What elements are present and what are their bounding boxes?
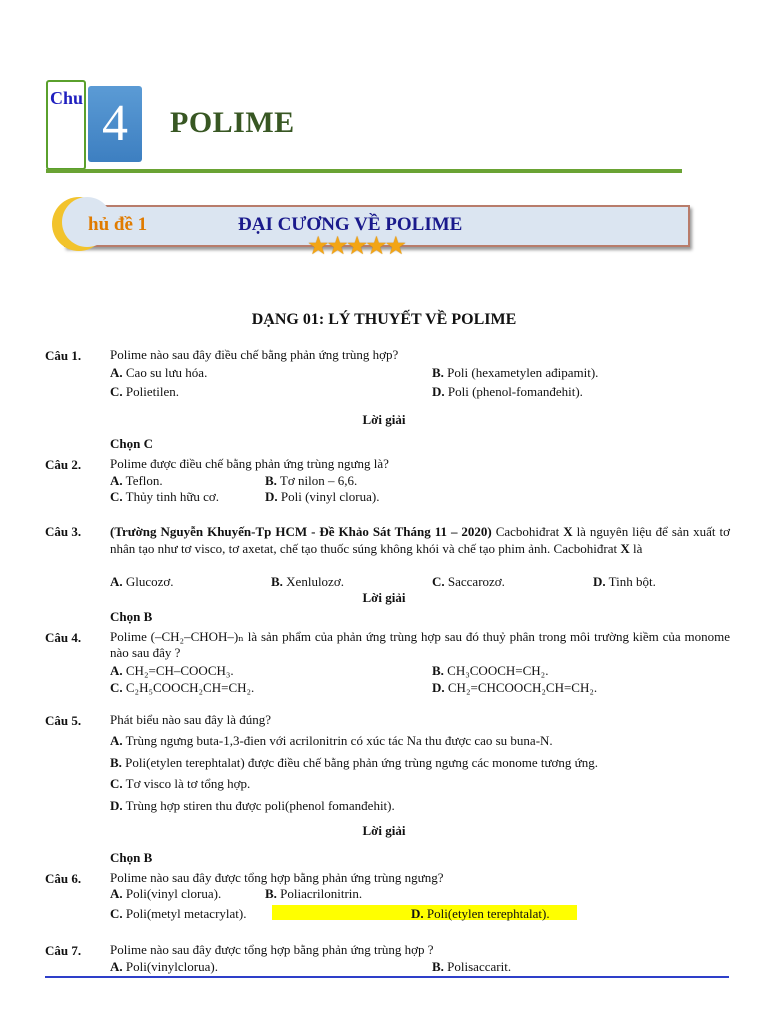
option-b — [432, 663, 548, 679]
option-b — [265, 473, 357, 489]
option-letter: A. — [110, 733, 123, 748]
question-text: Phát biểu nào sau đây là đúng? — [110, 712, 272, 727]
option-text: CH₂=CH–COOCH₃. — [122, 663, 234, 678]
option-letter: D. — [432, 384, 445, 399]
option-letter: C. — [110, 680, 123, 695]
option-a — [110, 365, 207, 381]
option-text: Poli(etylen terephtalat). — [423, 906, 550, 921]
question-number: Câu 5. — [45, 713, 82, 728]
solution-heading: Lời giải — [362, 590, 406, 605]
option-d — [432, 680, 597, 696]
option-text: Poli(etylen terephtalat) được điều chế bằng phản ứng trùng ngưng các monome tương ứng. — [121, 755, 598, 770]
question-number: Câu 3. — [45, 524, 82, 539]
option-text: Saccarozơ. — [444, 574, 505, 589]
option-c — [110, 906, 246, 922]
option-text: Thủy tinh hữu cơ. — [122, 489, 220, 504]
option-text: Poliacrilonitrin. — [276, 886, 363, 901]
option-letter: B. — [432, 365, 444, 380]
question-text-part: là — [629, 541, 643, 556]
option-text: Poli (vinyl clorua). — [277, 489, 380, 504]
option-letter: A. — [110, 574, 123, 589]
chapter-divider — [46, 169, 682, 173]
chapter-prefix: Chu — [50, 88, 84, 108]
variable-x: X — [620, 541, 630, 556]
difficulty-stars-icon: ★★★★★ — [307, 233, 405, 260]
question-number: Câu 4. — [45, 630, 82, 645]
option-letter: B. — [432, 959, 444, 974]
option-letter: D. — [110, 798, 123, 813]
option-text: Trùng ngưng buta-1,3-đien với acrilonitrin có xúc tác Na thu được cao su buna-N. — [122, 733, 553, 748]
option-a — [110, 733, 553, 749]
question-text — [110, 523, 730, 557]
option-letter: C. — [110, 906, 123, 921]
question-text: Polime được điều chế bằng phản ứng trùng ngưng là? — [110, 456, 389, 471]
option-b — [432, 959, 511, 975]
option-letter: C. — [110, 489, 123, 504]
question-source: (Trường Nguyễn Khuyến-Tp HCM - Đề Khảo Sát Tháng 11 – 2020) — [110, 524, 492, 539]
option-letter: C. — [110, 776, 123, 791]
question-text: Polime nào sau đây điều chế bằng phản ứng trùng hợp? — [110, 347, 399, 362]
option-a — [110, 663, 234, 679]
option-c — [110, 384, 179, 400]
option-letter: B. — [265, 473, 277, 488]
question-text-part: là nguyên liệu để sản xuất tơ nhân tạo như tơ visco, tơ axetat, chế tạo thuốc súng không khói và chế tạo phim ảnh. Cacbohiđrat — [110, 524, 730, 556]
option-text: Tinh bột. — [605, 574, 656, 589]
answer-choice: Chọn B — [110, 850, 153, 865]
option-text: Polietilen. — [122, 384, 179, 399]
option-a — [110, 473, 163, 489]
option-letter: C. — [110, 384, 123, 399]
question-number: Câu 2. — [45, 457, 82, 472]
option-letter: D. — [432, 680, 445, 695]
option-text: Trùng hợp stiren thu được poli(phenol fomanđehit). — [122, 798, 395, 813]
chapter-title: POLIME — [170, 106, 295, 139]
option-b — [432, 365, 598, 381]
option-letter: B. — [271, 574, 283, 589]
question-number: Câu 7. — [45, 943, 82, 958]
option-letter: D. — [265, 489, 278, 504]
option-text: Teflon. — [122, 473, 163, 488]
option-letter: A. — [110, 473, 123, 488]
solution-heading: Lời giải — [362, 412, 406, 427]
option-b — [110, 755, 598, 771]
topic-title: ĐẠI CƯƠNG VỀ POLIME — [238, 214, 463, 235]
option-text: Tơ nilon – 6,6. — [276, 473, 358, 488]
option-c — [110, 489, 219, 505]
question-number: Câu 1. — [45, 348, 82, 363]
option-text: Cao su lưu hóa. — [122, 365, 208, 380]
option-letter: D. — [411, 906, 424, 921]
option-d — [432, 384, 583, 400]
question-text-part: Cacbohiđrat — [491, 524, 564, 539]
answer-choice: Chọn C — [110, 436, 153, 451]
option-letter: A. — [110, 663, 123, 678]
topic-label: hủ đề 1 — [88, 214, 148, 235]
option-text: Glucozơ. — [122, 574, 174, 589]
option-text: Tơ visco là tơ tổng hợp. — [122, 776, 251, 791]
option-d — [411, 906, 550, 922]
option-d — [593, 574, 656, 590]
option-b — [265, 886, 362, 902]
option-letter: A. — [110, 886, 123, 901]
question-text: Polime nào sau đây được tổng hợp bằng phản ứng trùng hợp ? — [110, 942, 434, 957]
section-title: DẠNG 01: LÝ THUYẾT VỀ POLIME — [251, 311, 517, 328]
chapter-number: 4 — [88, 86, 142, 162]
option-letter: C. — [432, 574, 445, 589]
option-text: CH₃COOCH=CH₂. — [443, 663, 549, 678]
option-letter: D. — [593, 574, 606, 589]
option-d — [110, 798, 395, 814]
option-letter: A. — [110, 365, 123, 380]
option-text: Poli (hexametylen ađipamit). — [443, 365, 599, 380]
option-text: CH₂=CHCOOCH₂CH=CH₂. — [444, 680, 598, 695]
answer-choice: Chọn B — [110, 609, 153, 624]
option-d — [265, 489, 379, 505]
option-text: Poli (phenol-fomanđehit). — [444, 384, 583, 399]
option-text: C₂H₅COOCH₂CH=CH₂. — [122, 680, 255, 695]
option-text: Poli(metyl metacrylat). — [122, 906, 247, 921]
option-c — [110, 680, 254, 696]
solution-heading: Lời giải — [362, 823, 406, 838]
option-c — [110, 776, 250, 792]
option-letter: B. — [432, 663, 444, 678]
option-a — [110, 959, 218, 975]
option-text: Xenlulozơ. — [282, 574, 344, 589]
option-letter: A. — [110, 959, 123, 974]
option-c — [432, 574, 505, 590]
option-letter: B. — [265, 886, 277, 901]
option-a — [110, 574, 174, 590]
option-text: Poli(vinylclorua). — [122, 959, 218, 974]
option-letter: B. — [110, 755, 122, 770]
option-text: Polisaccarit. — [443, 959, 512, 974]
question-number: Câu 6. — [45, 871, 82, 886]
question-text: Polime (–CH₂–CHOH–)ₙ là sản phẩm của phản ứng trùng hợp sau đó thuỷ phân trong môi trường kiềm của monome nào sau đây ? — [110, 629, 730, 660]
option-a — [110, 886, 221, 902]
option-text: Poli(vinyl clorua). — [122, 886, 222, 901]
variable-x: X — [563, 524, 573, 539]
question-text: Polime nào sau đây được tổng hợp bằng phản ứng trùng ngưng? — [110, 870, 444, 885]
page-bottom-rule — [45, 976, 729, 978]
option-b — [271, 574, 344, 590]
